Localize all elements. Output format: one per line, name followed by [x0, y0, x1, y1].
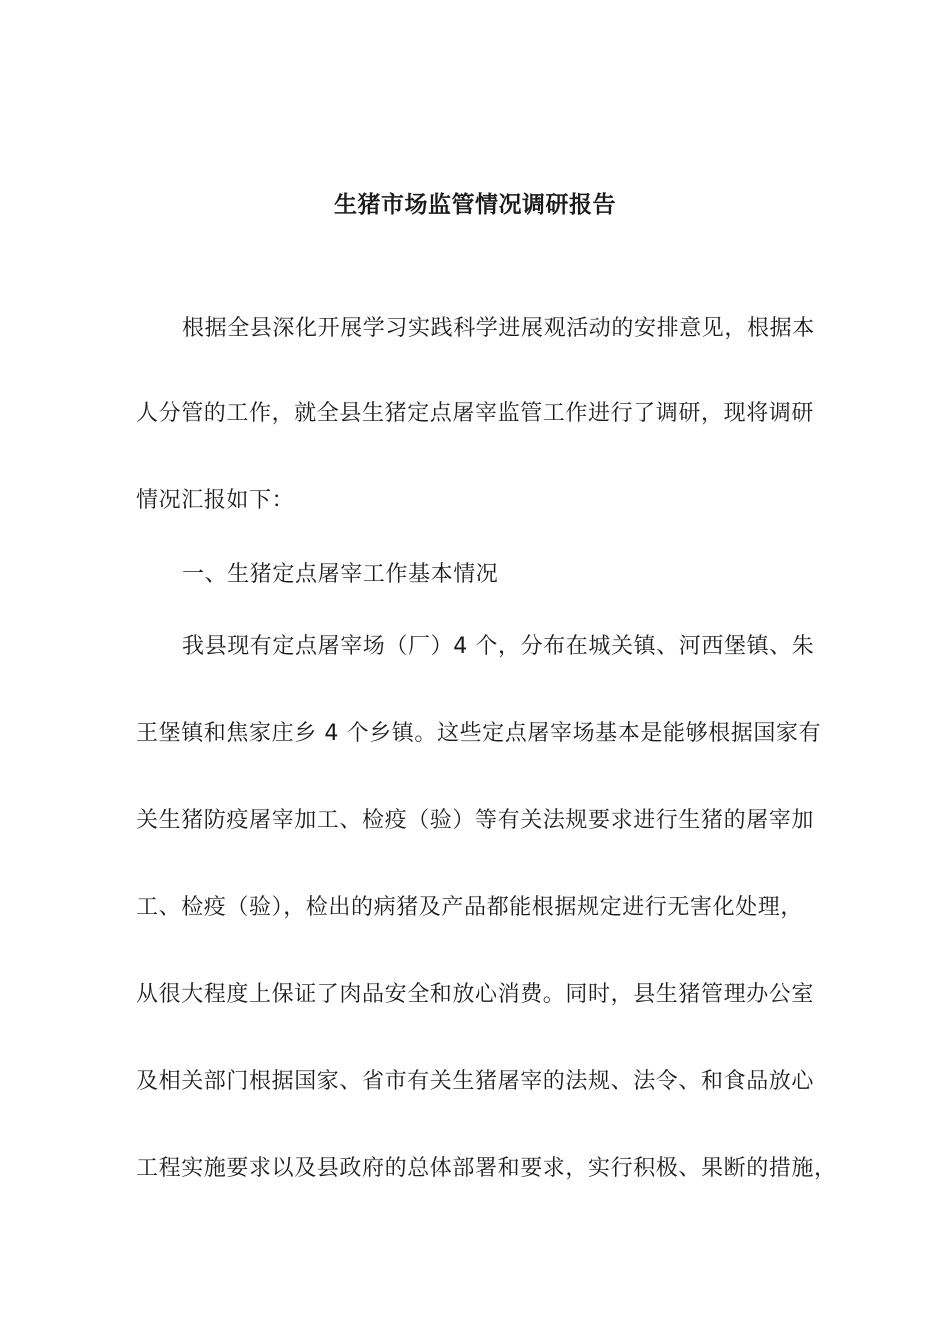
paragraph-line: 关生猪防疫屠宰加工、检疫（验）等有关法规要求进行生猪的屠宰加 — [136, 808, 815, 833]
paragraph-line: 从很大程度上保证了肉品安全和放心消费。同时，县生猪管理办公室 — [136, 982, 815, 1007]
paragraph-line: 人分管的工作，就全县生猪定点屠宰监管工作进行了调研，现将调研 — [136, 401, 815, 426]
paragraph-line: 王堡镇和焦家庄乡 4 个乡镇。这些定点屠宰场基本是能够根据国家有 — [136, 721, 822, 746]
paragraph-line: 工、检疫（验），检出的病猪及产品都能根据规定进行无害化处理， — [136, 895, 804, 920]
paragraph-line: 及相关部门根据国家、省市有关生猪屠宰的法规、法令、和食品放心 — [136, 1069, 815, 1094]
paragraph-line: 工程实施要求以及县政府的总体部署和要求，实行积极、果断的措施， — [136, 1156, 837, 1181]
paragraph-line: 情况汇报如下： — [136, 488, 295, 513]
paragraph-line: 根据全县深化开展学习实践科学进展观活动的安排意见，根据本 — [182, 316, 815, 341]
section-heading: 一、生猪定点屠宰工作基本情况 — [182, 562, 499, 587]
document-title: 生猪市场监管情况调研报告 — [334, 192, 616, 218]
paragraph-line: 我县现有定点屠宰场（厂）4 个，分布在城关镇、河西堡镇、朱 — [182, 634, 815, 659]
